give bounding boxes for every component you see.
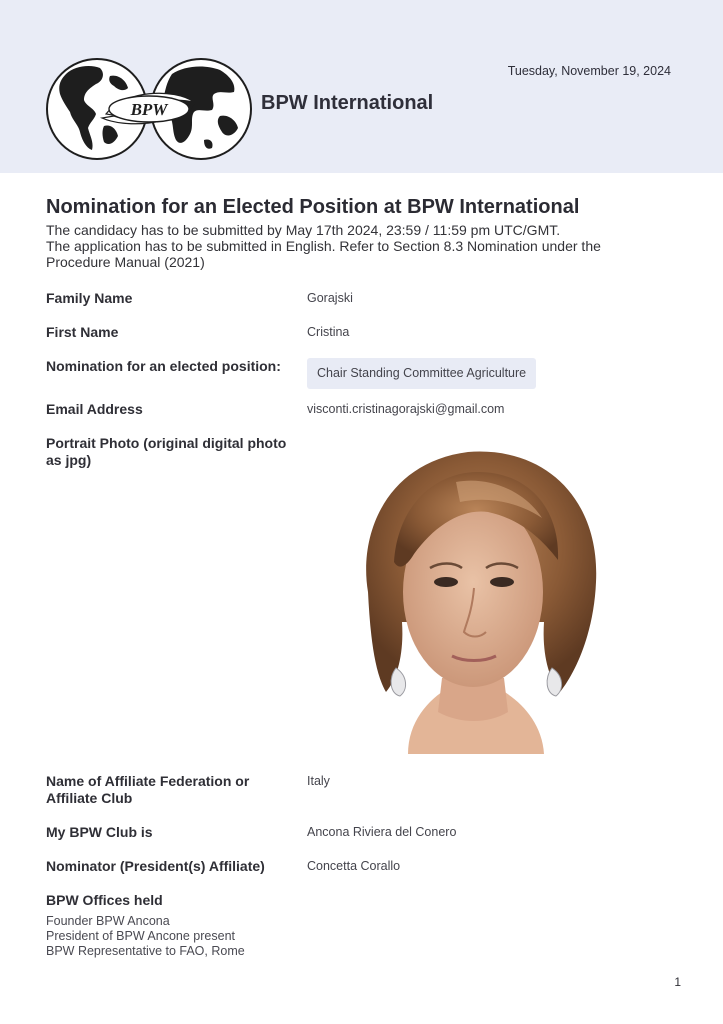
- club-label: My BPW Club is: [46, 824, 153, 840]
- portrait-photo: [338, 442, 608, 754]
- intro-deadline: The candidacy has to be submitted by May 17th 2024, 23:59 / 11:59 pm UTC/GMT.: [46, 222, 561, 238]
- page-header: [0, 0, 723, 173]
- family-name-label: Family Name: [46, 290, 133, 306]
- logo-text: BPW: [130, 100, 168, 119]
- org-name: BPW International: [261, 92, 434, 114]
- email-value: visconti.cristinagorajski@gmail.com: [307, 402, 505, 416]
- position-label: Nomination for an elected position:: [46, 358, 281, 374]
- page-title: Nomination for an Elected Position at BPW International: [46, 196, 580, 218]
- bpw-globe-logo: [44, 54, 254, 164]
- offices-label: BPW Offices held: [46, 892, 163, 908]
- first-name-label: First Name: [46, 324, 119, 340]
- position-value-badge: Chair Standing Committee Agriculture: [307, 358, 536, 389]
- nominator-value: Concetta Corallo: [307, 859, 401, 873]
- portrait-photo-label: Portrait Photo (original digital photo as jpg): [46, 435, 287, 468]
- first-name-value: Cristina: [307, 325, 350, 339]
- offices-list-item: President of BPW Ancone present: [46, 929, 235, 943]
- family-name-value: Gorajski: [307, 291, 353, 305]
- federation-value: Italy: [307, 774, 330, 788]
- offices-list: [46, 914, 245, 959]
- club-value: Ancona Riviera del Conero: [307, 825, 457, 839]
- offices-list-item: Founder BPW Ancona: [46, 914, 170, 928]
- report-date: Tuesday, November 19, 2024: [507, 64, 671, 78]
- federation-label: Name of Affiliate Federation or Affiliate Club: [46, 773, 250, 806]
- intro-language-note: The application has to be submitted in English. Refer to Section 8.3 Nomination under the Procedure Manual (2021): [46, 238, 601, 270]
- intro-text: [46, 222, 666, 270]
- nominator-label: Nominator (President(s) Affiliate): [46, 858, 265, 874]
- offices-list-item: BPW Representative to FAO, Rome: [46, 944, 245, 958]
- page-number: 1: [674, 975, 681, 989]
- email-label: Email Address: [46, 401, 143, 417]
